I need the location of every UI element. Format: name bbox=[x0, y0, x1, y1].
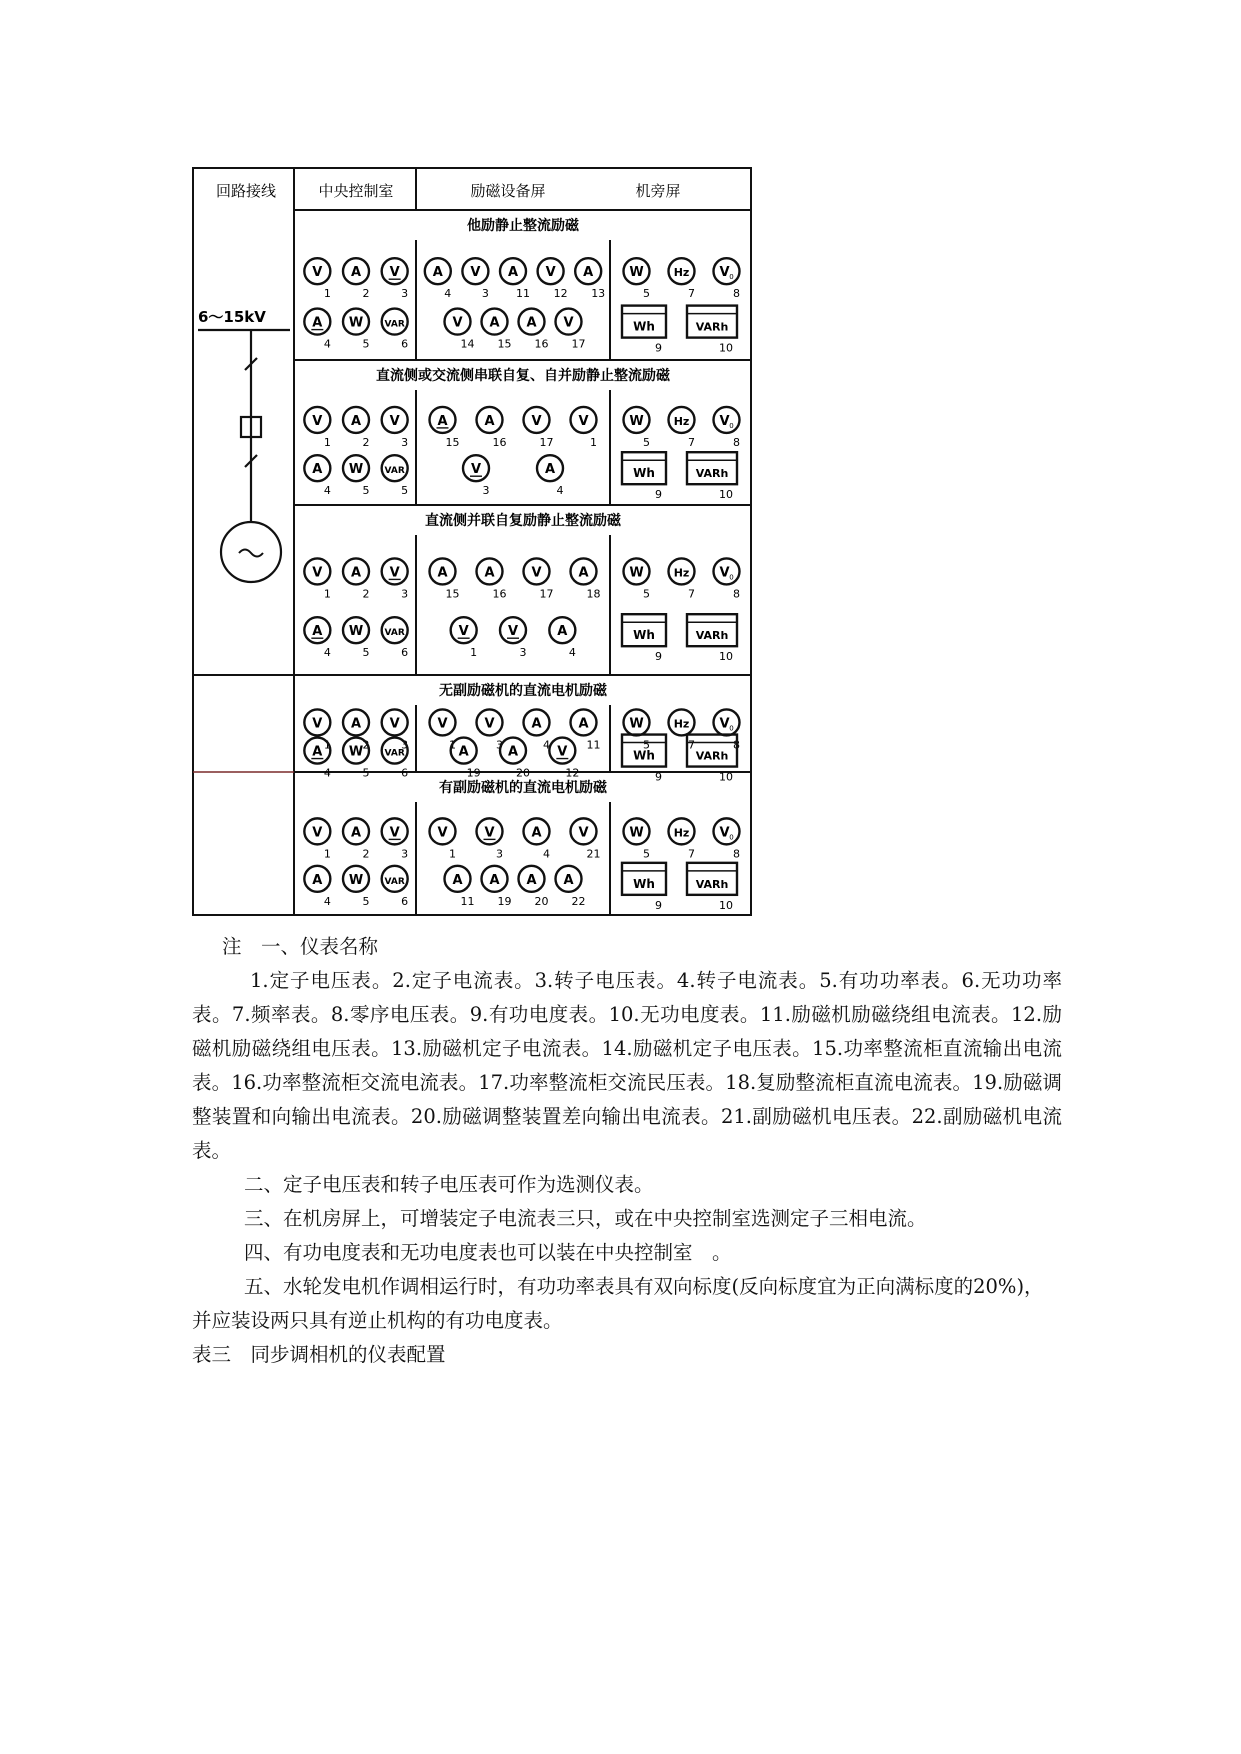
meter-number: 3 bbox=[401, 738, 409, 752]
meter-number: 11 bbox=[516, 287, 530, 301]
meter-symbol: VAR bbox=[384, 876, 405, 887]
meter-symbol: W bbox=[348, 744, 364, 760]
meter-v-17 bbox=[556, 309, 586, 351]
meter-symbol: V bbox=[719, 565, 730, 581]
energy-meter-symbol: Wh bbox=[633, 628, 655, 643]
meter-var-5 bbox=[382, 455, 409, 497]
meter-symbol: V bbox=[719, 825, 730, 841]
meter-symbol: A bbox=[507, 265, 519, 281]
meter-symbol: V bbox=[484, 716, 495, 732]
meter-a-13 bbox=[575, 258, 605, 300]
meter-a-16 bbox=[477, 407, 507, 449]
meter-number: 9 bbox=[655, 341, 662, 355]
notes bbox=[192, 930, 1062, 1372]
meter-v-3 bbox=[477, 818, 504, 860]
meter-v-12 bbox=[538, 258, 568, 300]
meter-number: 7 bbox=[688, 587, 695, 601]
meter-number: 2 bbox=[362, 738, 370, 752]
meter-v-1 bbox=[430, 818, 457, 860]
meter-number: 15 bbox=[445, 587, 460, 601]
meter-configuration-diagram bbox=[190, 165, 760, 925]
meter-number: 13 bbox=[591, 287, 606, 301]
meter-symbol: W bbox=[348, 462, 364, 478]
meter-a-4 bbox=[537, 455, 564, 497]
meter-a-22 bbox=[556, 866, 586, 908]
meter-number: 3 bbox=[496, 738, 503, 752]
meter-number: 20 bbox=[516, 766, 530, 780]
meter-name-list: 1.定子电压表。2.定子电流表。3.转子电压表。4.转子电流表。5.有功功率表。6.无功功率表。7.频率表。8.零序电压表。9.有功电度表。10.无功电度表。11.励磁机励磁绕组电流表。12.励磁机励磁绕组电压表。13.励磁机定子电流表。14.励磁机定子电压表。15.功率整流柜直流输出电流表。16.功率整流柜交流电流表。17.功率整流柜交流民压表。18.复励整流柜直流电流表。19.励磁调整装置和向输出电流表。20.励磁调整装置差向输出电流表。21.副励磁机电压表。22.副励磁机电流表。 bbox=[192, 969, 1062, 1162]
meter-v-3 bbox=[462, 258, 489, 300]
meter-v-1 bbox=[304, 818, 330, 860]
meter-number: 20 bbox=[534, 894, 549, 908]
excitation-section-2 bbox=[304, 367, 740, 505]
meter-v-3 bbox=[382, 709, 409, 751]
meter-a-2 bbox=[343, 818, 370, 860]
meter-symbol: A bbox=[526, 872, 537, 888]
meter-number: 5 bbox=[362, 484, 370, 498]
meter-v-3 bbox=[500, 617, 527, 659]
meter-symbol: V bbox=[557, 744, 568, 760]
header-machine-panel: 机旁屏 bbox=[635, 182, 681, 200]
meter-number: 7 bbox=[688, 738, 695, 752]
meter-symbol: A bbox=[312, 744, 323, 760]
meter-number: 1 bbox=[590, 435, 597, 449]
meter-symbol: A bbox=[531, 825, 542, 841]
meter-w-5 bbox=[624, 709, 651, 751]
meter-a-20 bbox=[500, 738, 530, 780]
meter-number: 11 bbox=[460, 894, 475, 908]
note-item-4: 四、有功电度表和无功电度表也可以装在中央控制室 。 bbox=[244, 1241, 732, 1264]
meter-number: 4 bbox=[568, 646, 576, 660]
notes-heading: 注 一、仪表名称 bbox=[222, 935, 379, 958]
meter-subscript: 0 bbox=[729, 833, 734, 842]
section-title: 有副励磁机的直流电机励磁 bbox=[439, 780, 607, 796]
meter-symbol: A bbox=[312, 624, 323, 640]
meter-symbol: Hz bbox=[673, 266, 690, 280]
meter-number: 1 bbox=[323, 435, 331, 449]
meter-hz-7 bbox=[669, 818, 696, 860]
meter-a-4 bbox=[524, 818, 551, 860]
meter-symbol: Hz bbox=[673, 826, 690, 840]
meter-number: 17 bbox=[539, 435, 554, 449]
meter-symbol: W bbox=[348, 624, 364, 640]
meter-number: 6 bbox=[401, 894, 409, 908]
meter-number: 9 bbox=[655, 650, 662, 664]
meter-v-3 bbox=[382, 558, 409, 600]
meter-number: 19 bbox=[466, 766, 481, 780]
meter-symbol: A bbox=[452, 872, 463, 888]
meter-symbol: A bbox=[578, 565, 589, 581]
meter-number: 5 bbox=[643, 587, 650, 601]
meter-number: 8 bbox=[733, 847, 740, 861]
meter-a-4 bbox=[304, 309, 330, 351]
meter-number: 6 bbox=[401, 646, 409, 660]
meter-w-5 bbox=[624, 558, 651, 600]
meter-symbol: W bbox=[629, 413, 644, 429]
meter-subscript: 0 bbox=[729, 273, 734, 282]
meter-number: 2 bbox=[362, 847, 370, 861]
meter-number: 9 bbox=[655, 488, 662, 502]
meter-number: 4 bbox=[323, 894, 331, 908]
energy-meter-symbol: VARh bbox=[695, 877, 729, 891]
meter-symbol: VAR bbox=[384, 748, 405, 759]
meter-symbol: W bbox=[348, 315, 364, 331]
meter-symbol: V bbox=[578, 413, 589, 429]
meter-symbol: V bbox=[531, 413, 542, 429]
meter-symbol: A bbox=[531, 716, 542, 732]
meter-number: 16 bbox=[534, 337, 549, 351]
meter-a-16 bbox=[519, 309, 549, 351]
energy-meter-symbol: VARh bbox=[695, 749, 729, 763]
header-excitation-panel: 励磁设备屏 bbox=[470, 182, 546, 200]
meter-v-3 bbox=[382, 818, 409, 860]
meter-number: 1 bbox=[323, 587, 331, 601]
meter-symbol: V bbox=[484, 825, 495, 841]
meter-symbol: A bbox=[350, 413, 362, 429]
energy-meter-wh-9 bbox=[622, 306, 666, 355]
meter-symbol: V bbox=[719, 265, 730, 281]
meter-symbol: Hz bbox=[673, 414, 690, 428]
meter-var-6 bbox=[382, 866, 409, 908]
meter-symbol: A bbox=[484, 413, 495, 429]
meter-number: 3 bbox=[401, 435, 409, 449]
energy-meter-symbol: Wh bbox=[633, 319, 655, 334]
meter-a-20 bbox=[519, 866, 549, 908]
meter-number: 18 bbox=[586, 587, 601, 601]
meter-symbol: A bbox=[583, 265, 594, 281]
meter-symbol: A bbox=[563, 872, 574, 888]
note-item-3: 三、在机房屏上，可增装定子电流表三只，或在中央控制室选测定子三相电流。 bbox=[244, 1207, 927, 1230]
meter-a-2 bbox=[343, 407, 370, 449]
meter-number: 9 bbox=[655, 770, 662, 784]
meter-number: 7 bbox=[688, 287, 695, 301]
meter-number: 4 bbox=[323, 646, 331, 660]
meter-v-17 bbox=[524, 407, 554, 449]
meter-symbol: Hz bbox=[673, 566, 690, 580]
meter-number: 1 bbox=[323, 287, 331, 301]
meter-a-15 bbox=[482, 309, 512, 351]
meter-v-1 bbox=[304, 258, 330, 300]
meter-symbol: A bbox=[578, 716, 589, 732]
meter-a-16 bbox=[477, 558, 507, 600]
section-title: 他励静止整流励磁 bbox=[467, 218, 579, 234]
section-title: 直流侧并联自复励静止整流励磁 bbox=[425, 513, 621, 529]
meter-number: 17 bbox=[571, 337, 586, 351]
meter-symbol: V bbox=[389, 565, 400, 581]
meter-v0-8 bbox=[714, 558, 741, 600]
meter-a-4 bbox=[524, 709, 551, 751]
header-wiring: 回路接线 bbox=[215, 182, 277, 200]
meter-symbol: VAR bbox=[384, 628, 405, 639]
meter-a-4 bbox=[304, 866, 330, 908]
energy-meter-varh-10 bbox=[687, 306, 737, 355]
meter-number: 9 bbox=[655, 898, 662, 912]
meter-number: 7 bbox=[688, 847, 695, 861]
meter-number: 1 bbox=[470, 646, 478, 660]
meter-number: 5 bbox=[643, 435, 650, 449]
meter-a-4 bbox=[304, 455, 330, 497]
meter-number: 10 bbox=[719, 341, 733, 355]
meter-symbol: V bbox=[437, 716, 448, 732]
meter-symbol: V bbox=[389, 825, 400, 841]
meter-number: 22 bbox=[571, 894, 586, 908]
meter-a-2 bbox=[343, 558, 370, 600]
note-item-2: 二、定子电压表和转子电压表可作为选测仪表。 bbox=[244, 1173, 654, 1196]
bus-voltage-label: 6～15kV bbox=[198, 308, 266, 326]
meter-w-5 bbox=[343, 617, 370, 659]
meter-number: 4 bbox=[444, 287, 452, 301]
meter-number: 10 bbox=[719, 770, 733, 784]
meter-number: 1 bbox=[449, 847, 456, 861]
meter-a-4 bbox=[549, 617, 576, 659]
excitation-section-1 bbox=[304, 217, 740, 360]
meter-symbol: V bbox=[389, 716, 400, 732]
meter-a-4 bbox=[304, 617, 330, 659]
meter-number: 6 bbox=[401, 337, 409, 351]
meter-subscript: 0 bbox=[729, 573, 734, 582]
meter-symbol: A bbox=[312, 315, 323, 331]
meter-number: 6 bbox=[401, 766, 409, 780]
meter-symbol: V bbox=[389, 413, 400, 429]
meter-symbol: A bbox=[544, 462, 556, 478]
meter-symbol: V bbox=[719, 716, 730, 732]
meter-symbol: A bbox=[312, 872, 323, 888]
meter-v-3 bbox=[382, 407, 409, 449]
meter-number: 2 bbox=[362, 587, 370, 601]
meter-symbol: A bbox=[437, 565, 448, 581]
meter-hz-7 bbox=[669, 258, 696, 300]
meter-number: 8 bbox=[733, 587, 740, 601]
meter-w-5 bbox=[624, 407, 651, 449]
energy-meter-wh-9 bbox=[622, 735, 666, 784]
meter-number: 8 bbox=[733, 287, 740, 301]
meter-subscript: 0 bbox=[729, 724, 734, 733]
meter-var-6 bbox=[382, 617, 409, 659]
meter-symbol: V bbox=[312, 265, 323, 281]
meter-symbol: V bbox=[437, 825, 448, 841]
meter-symbol: A bbox=[484, 565, 495, 581]
meter-number: 3 bbox=[401, 587, 409, 601]
meter-v-14 bbox=[445, 309, 475, 351]
meter-number: 2 bbox=[362, 435, 370, 449]
meter-v-21 bbox=[571, 818, 601, 860]
meter-symbol: W bbox=[629, 825, 644, 841]
meter-w-5 bbox=[624, 258, 651, 300]
meter-symbol: V bbox=[545, 265, 556, 281]
meter-v-1 bbox=[571, 407, 598, 449]
excitation-section-3 bbox=[304, 512, 740, 675]
meter-v-3 bbox=[477, 709, 504, 751]
meter-subscript: 0 bbox=[729, 421, 734, 430]
meter-number: 3 bbox=[401, 287, 409, 301]
meter-symbol: V bbox=[312, 825, 323, 841]
meter-a-15 bbox=[430, 407, 460, 449]
meter-a-11 bbox=[445, 866, 475, 908]
meter-v-12 bbox=[549, 738, 579, 780]
meter-symbol: V bbox=[578, 825, 589, 841]
meter-number: 10 bbox=[719, 898, 733, 912]
section-title: 无副励磁机的直流电机励磁 bbox=[439, 683, 607, 699]
meter-number: 5 bbox=[362, 646, 370, 660]
meter-symbol: V bbox=[719, 413, 730, 429]
energy-meter-varh-10 bbox=[687, 452, 737, 501]
meter-number: 3 bbox=[401, 847, 409, 861]
energy-meter-symbol: Wh bbox=[633, 466, 655, 481]
meter-number: 12 bbox=[553, 287, 568, 301]
meter-hz-7 bbox=[669, 709, 696, 751]
meter-number: 4 bbox=[323, 337, 331, 351]
meter-number: 3 bbox=[519, 646, 527, 660]
energy-meter-symbol: VARh bbox=[695, 320, 729, 334]
meter-number: 1 bbox=[323, 738, 331, 752]
meter-symbol: W bbox=[348, 872, 364, 888]
meter-v0-8 bbox=[714, 818, 741, 860]
meter-number: 5 bbox=[643, 287, 650, 301]
meter-number: 4 bbox=[323, 766, 331, 780]
meter-number: 4 bbox=[543, 847, 550, 861]
meter-symbol: V bbox=[312, 413, 323, 429]
meter-v-3 bbox=[463, 455, 490, 497]
energy-meter-varh-10 bbox=[687, 863, 737, 912]
excitation-section-5 bbox=[304, 779, 740, 915]
meter-a-18 bbox=[571, 558, 601, 600]
meter-w-5 bbox=[624, 818, 651, 860]
meter-symbol: A bbox=[489, 872, 500, 888]
meter-symbol: V bbox=[389, 265, 400, 281]
meter-number: 10 bbox=[719, 488, 733, 502]
meter-number: 16 bbox=[492, 435, 507, 449]
meter-number: 15 bbox=[445, 435, 460, 449]
meter-v-17 bbox=[524, 558, 554, 600]
meter-symbol: V bbox=[563, 315, 574, 331]
energy-meter-symbol: VARh bbox=[695, 467, 729, 481]
meter-number: 7 bbox=[688, 435, 695, 449]
meter-symbol: A bbox=[350, 716, 362, 732]
header-central-control: 中央控制室 bbox=[318, 182, 394, 200]
meter-symbol: A bbox=[458, 744, 469, 760]
meter-symbol: Hz bbox=[673, 717, 690, 731]
meter-number: 5 bbox=[362, 766, 370, 780]
meter-number: 5 bbox=[362, 894, 370, 908]
meter-hz-7 bbox=[669, 558, 696, 600]
meter-w-5 bbox=[343, 309, 370, 351]
meter-symbol: A bbox=[432, 265, 443, 281]
meter-symbol: VAR bbox=[384, 319, 405, 330]
meter-symbol: A bbox=[350, 265, 362, 281]
meter-v-1 bbox=[451, 617, 478, 659]
meter-number: 1 bbox=[323, 847, 331, 861]
energy-meter-varh-10 bbox=[687, 735, 737, 784]
meter-symbol: V bbox=[470, 462, 482, 478]
meter-number: 21 bbox=[586, 847, 601, 861]
meter-symbol: V bbox=[312, 565, 323, 581]
meter-a-19 bbox=[482, 866, 512, 908]
meter-number: 5 bbox=[643, 847, 650, 861]
meter-number: 5 bbox=[362, 337, 370, 351]
meter-symbol: V bbox=[531, 565, 542, 581]
meter-number: 3 bbox=[481, 287, 489, 301]
single-line-wiring bbox=[198, 330, 290, 582]
meter-symbol: A bbox=[489, 315, 500, 331]
meter-symbol: A bbox=[312, 462, 323, 478]
meter-number: 19 bbox=[497, 894, 512, 908]
note-item-5: 五、水轮发电机作调相运行时，有功功率表具有双向标度(反向标度宜为正向满标度的20%)，并应装设两只具有逆止机构的有功电度表。 bbox=[192, 1275, 1044, 1332]
meter-a-15 bbox=[430, 558, 460, 600]
meter-v-3 bbox=[382, 258, 409, 300]
meter-number: 16 bbox=[492, 587, 507, 601]
meter-number: 10 bbox=[719, 650, 733, 664]
meter-hz-7 bbox=[669, 407, 696, 449]
table-caption: 表三 同步调相机的仪表配置 bbox=[192, 1343, 446, 1366]
meter-symbol: V bbox=[458, 624, 469, 640]
meter-symbol: W bbox=[629, 265, 644, 281]
meter-symbol: A bbox=[350, 565, 362, 581]
meter-number: 15 bbox=[497, 337, 512, 351]
energy-meter-symbol: Wh bbox=[633, 748, 655, 763]
energy-meter-wh-9 bbox=[622, 863, 666, 912]
meter-number: 5 bbox=[643, 738, 650, 752]
meter-symbol: VAR bbox=[384, 466, 405, 477]
meter-number: 8 bbox=[733, 435, 740, 449]
meter-number: 4 bbox=[556, 484, 564, 498]
meter-number: 3 bbox=[496, 847, 503, 861]
meter-symbol: A bbox=[526, 315, 537, 331]
meter-number: 1 bbox=[449, 738, 456, 752]
meter-symbol: V bbox=[470, 265, 481, 281]
meter-symbol: A bbox=[507, 744, 519, 760]
meter-symbol: V bbox=[507, 624, 519, 640]
meter-a-11 bbox=[500, 258, 530, 300]
meter-number: 4 bbox=[323, 484, 331, 498]
meter-symbol: V bbox=[312, 716, 323, 732]
meter-v-1 bbox=[304, 407, 330, 449]
energy-meter-wh-9 bbox=[622, 452, 666, 501]
meter-v0-8 bbox=[714, 258, 741, 300]
meter-w-5 bbox=[343, 455, 370, 497]
meter-symbol: V bbox=[452, 315, 463, 331]
meter-w-5 bbox=[343, 866, 370, 908]
meter-v-1 bbox=[304, 558, 330, 600]
meter-symbol: A bbox=[557, 624, 568, 640]
energy-meter-symbol: VARh bbox=[695, 629, 729, 643]
meter-var-6 bbox=[382, 309, 409, 351]
meter-symbol: W bbox=[629, 716, 644, 732]
meter-symbol: A bbox=[437, 413, 448, 429]
meter-number: 12 bbox=[565, 766, 580, 780]
section-title: 直流侧或交流侧串联自复、自并励静止整流励磁 bbox=[376, 368, 670, 384]
meter-v0-8 bbox=[714, 407, 741, 449]
meter-a-2 bbox=[343, 258, 370, 300]
energy-meter-symbol: Wh bbox=[633, 876, 655, 891]
meter-number: 5 bbox=[401, 484, 409, 498]
meter-number: 8 bbox=[733, 738, 740, 752]
meter-number: 3 bbox=[482, 484, 490, 498]
meter-number: 4 bbox=[543, 738, 550, 752]
meter-number: 14 bbox=[460, 337, 475, 351]
meter-number: 17 bbox=[539, 587, 554, 601]
energy-meter-wh-9 bbox=[622, 614, 666, 663]
energy-meter-varh-10 bbox=[687, 614, 737, 663]
meter-number: 11 bbox=[586, 738, 601, 752]
meter-symbol: A bbox=[350, 825, 362, 841]
excitation-section-4 bbox=[304, 682, 740, 784]
meter-number: 2 bbox=[362, 287, 370, 301]
meter-a-4 bbox=[425, 258, 452, 300]
meter-symbol: W bbox=[629, 565, 644, 581]
